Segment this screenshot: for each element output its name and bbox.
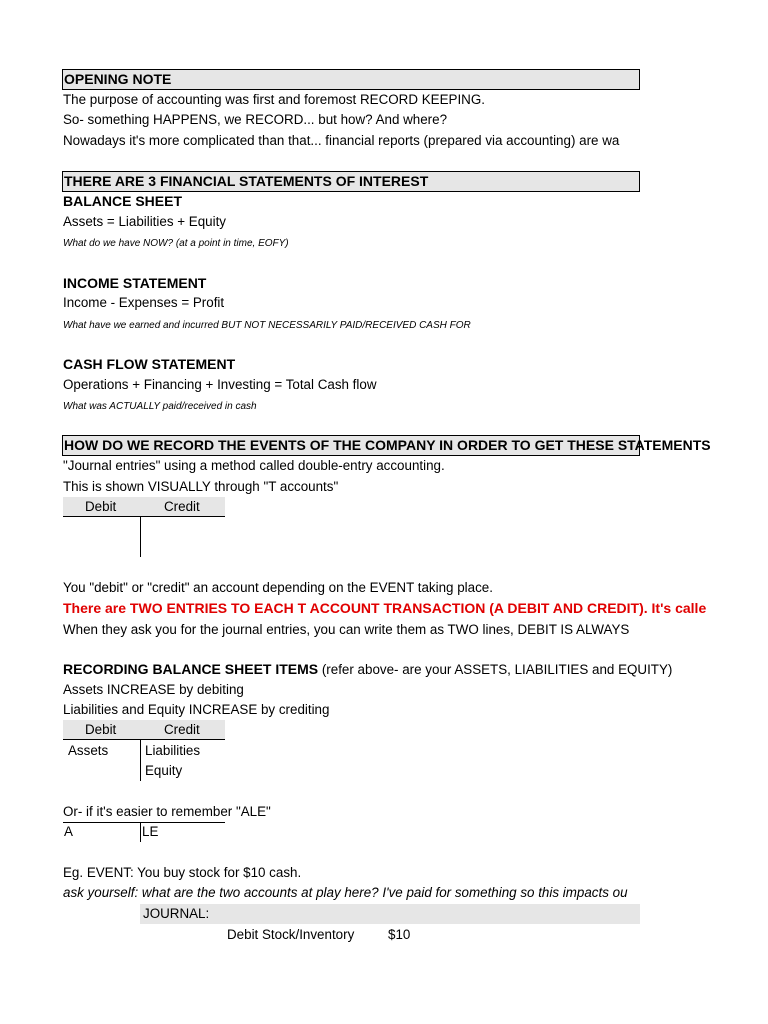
record-red-line[interactable]: There are TWO ENTRIES TO EACH T ACCOUNT TRANSACTION (A DEBIT AND CREDIT). It's calle: [63, 600, 707, 616]
balance-items-title-rest: (refer above- are your ASSETS, LIABILITIES and EQUITY): [318, 662, 673, 677]
cash-flow-title[interactable]: CASH FLOW STATEMENT: [63, 356, 236, 372]
t-account-2-equity[interactable]: Equity: [145, 763, 183, 778]
opening-note-header[interactable]: OPENING NOTE: [62, 69, 640, 90]
journal-entry-label[interactable]: Debit Stock/Inventory: [227, 927, 355, 942]
ale-a[interactable]: A: [64, 824, 73, 839]
cash-flow-note[interactable]: What was ACTUALLY paid/received in cash: [63, 401, 257, 412]
t-account-header: [63, 497, 225, 517]
journal-label: JOURNAL:: [143, 906, 210, 921]
t-account-2-assets[interactable]: Assets: [68, 743, 109, 758]
t-account-2-liabilities[interactable]: Liabilities: [145, 743, 201, 758]
balance-sheet-formula[interactable]: Assets = Liabilities + Equity: [63, 214, 227, 229]
balance-items-line-2[interactable]: Liabilities and Equity INCREASE by crediting: [63, 702, 330, 717]
t-account-2-header: [63, 720, 225, 740]
t-account-2-divider: [140, 740, 141, 781]
statements-header[interactable]: THERE ARE 3 FINANCIAL STATEMENTS OF INTEREST: [62, 171, 640, 192]
t-account-2-debit-label[interactable]: Debit: [85, 722, 117, 737]
balance-sheet-note[interactable]: What do we have NOW? (at a point in time, EOFY): [63, 238, 289, 249]
record-line-3[interactable]: You "debit" or "credit" an account depending on the EVENT taking place.: [63, 580, 493, 595]
opening-line-1[interactable]: The purpose of accounting was first and foremost RECORD KEEPING.: [63, 92, 485, 107]
balance-items-line-1[interactable]: Assets INCREASE by debiting: [63, 682, 244, 697]
t-account-credit-label[interactable]: Credit: [164, 499, 200, 514]
example-ask-prefix: ask yourself:: [63, 885, 139, 900]
balance-items-title-bold: RECORDING BALANCE SHEET ITEMS: [63, 661, 319, 677]
ale-divider: [140, 822, 141, 842]
balance-items-title[interactable]: [63, 659, 673, 680]
record-line-1[interactable]: "Journal entries" using a method called double-entry accounting.: [63, 458, 445, 473]
example-event[interactable]: Eg. EVENT: You buy stock for $10 cash.: [63, 865, 302, 880]
ale-line[interactable]: Or- if it's easier to remember "ALE": [63, 804, 271, 819]
record-line-2[interactable]: This is shown VISUALLY through "T accounts": [63, 479, 339, 494]
record-header[interactable]: HOW DO WE RECORD THE EVENTS OF THE COMPANY IN ORDER TO GET THESE STATEMENTS: [62, 435, 640, 456]
balance-sheet-title[interactable]: BALANCE SHEET: [63, 193, 183, 209]
t-account-2-credit-label[interactable]: Credit: [164, 722, 200, 737]
journal-row[interactable]: [140, 904, 640, 924]
journal-entry-amount[interactable]: $10: [388, 927, 411, 942]
opening-line-2[interactable]: So- something HAPPENS, we RECORD... but how? And where?: [63, 112, 448, 127]
example-ask-rest: what are the two accounts at play here? I've paid for something so this impacts ou: [138, 885, 628, 900]
example-ask[interactable]: [63, 883, 640, 903]
ale-le[interactable]: LE: [142, 824, 159, 839]
income-statement-note[interactable]: What have we earned and incurred BUT NOT NECESSARILY PAID/RECEIVED CASH FOR: [63, 320, 471, 331]
t-account-divider: [140, 517, 141, 557]
cash-flow-formula[interactable]: Operations + Financing + Investing = Total Cash flow: [63, 377, 377, 392]
t-account-debit-label[interactable]: Debit: [85, 499, 117, 514]
income-statement-title[interactable]: INCOME STATEMENT: [63, 275, 207, 291]
record-line-4[interactable]: When they ask you for the journal entries, you can write them as TWO lines, DEBIT IS ALWAYS: [63, 622, 630, 637]
opening-line-3[interactable]: Nowadays it's more complicated than that... financial reports (prepared via accounting) are wa: [63, 133, 620, 148]
income-statement-formula[interactable]: Income - Expenses = Profit: [63, 295, 225, 310]
